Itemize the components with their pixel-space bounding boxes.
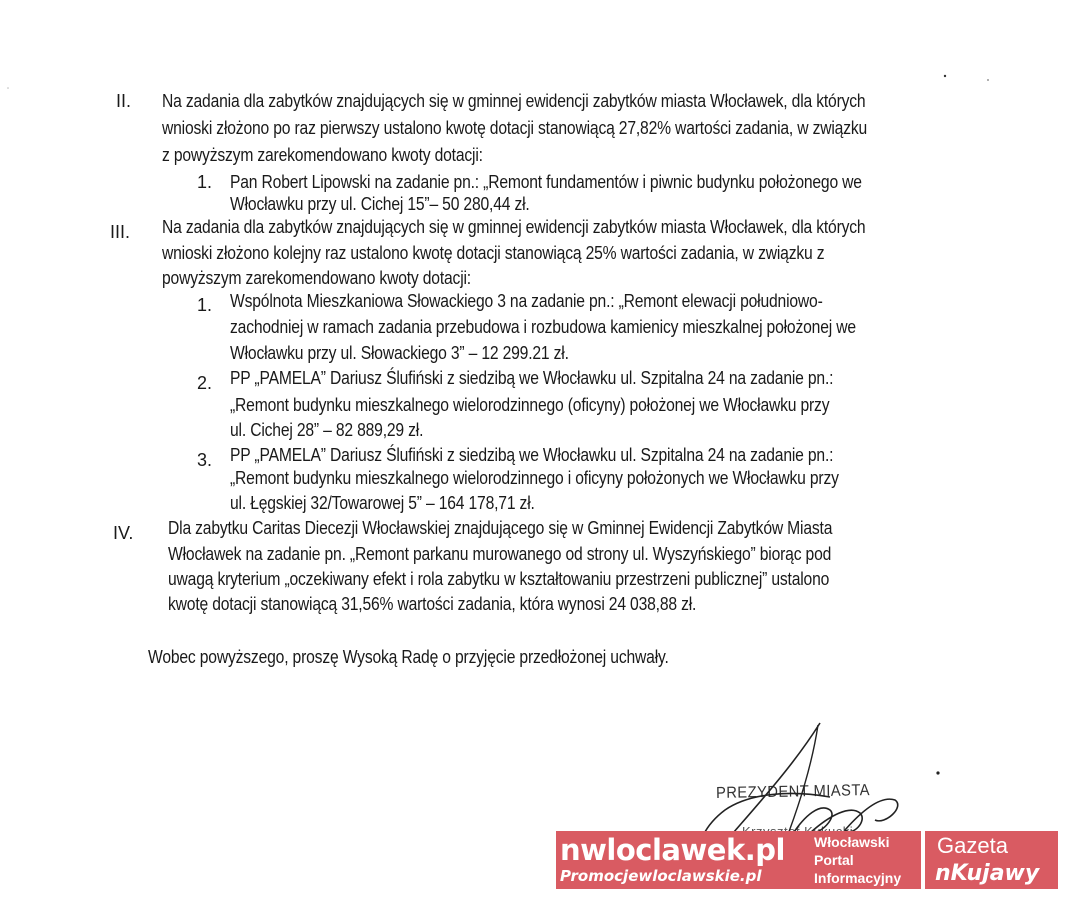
list-item-line: Włocławku przy ul. Słowackiego 3” – 12 299.21 zł. (230, 343, 569, 363)
paragraph-line: kwotę dotacji stanowiącą 31,56% wartości zadania, która wynosi 24 038,88 zł. (168, 594, 697, 614)
list-item-line: ul. Łęgskiej 32/Towarowej 5” – 164 178,71 zł. (230, 493, 535, 513)
banner-gazeta-block (925, 831, 1058, 889)
banner-portal-block (806, 831, 921, 889)
list-item-line: zachodniej w ramach zadania przebudowa i rozbudowa kamienicy mieszkalnej położonej we (230, 317, 856, 337)
watermark-banner (556, 831, 1058, 889)
banner-portal-line: Włocławski (814, 834, 890, 850)
list-number: 1. (197, 295, 213, 315)
banner-gazeta-title: Gazeta (937, 833, 1008, 858)
banner-gazeta-logo: nKujawy (935, 861, 1040, 886)
stamp-title: PREZYDENT MIASTA (715, 782, 871, 802)
list-item-line: PP „PAMELA” Dariusz Ślufiński z siedzibą we Włocławku ul. Szpitalna 24 na zadanie pn.: (230, 368, 834, 388)
list-item-line: Włocławku przy ul. Cichej 15”– 50 280,44 zł. (230, 194, 530, 214)
banner-portal-line: Portal (814, 852, 854, 868)
list-item-line: ul. Cichej 28” – 82 889,29 zł. (230, 420, 424, 440)
section-numeral: III. (110, 222, 131, 242)
banner-portal-line: Informacyjny (814, 870, 902, 886)
closing-sentence: Wobec powyższego, proszę Wysoką Radę o przyjęcie przedłożonej uchwały. (148, 647, 669, 667)
paragraph-line: uwagą kryterium „oczekiwany efekt i rola zabytku w kształtowaniu przestrzeni publicznej” ustalono (168, 569, 830, 589)
list-item-line: PP „PAMELA” Dariusz Ślufiński z siedzibą we Włocławku ul. Szpitalna 24 na zadanie pn.: (230, 445, 834, 465)
paragraph-line: wnioski złożono kolejny raz ustalono kwotę dotacji stanowiącą 25% wartości zadania, w związku z (162, 243, 825, 263)
list-item-line: „Remont budynku mieszkalnego wielorodzinnego (oficyny) położonej we Włocławku przy (230, 395, 830, 415)
paragraph-line: wnioski złożono po raz pierwszy ustalono kwotę dotacji stanowiącą 27,82% wartości zadania, w związku (162, 118, 868, 138)
list-item-line: Wspólnota Mieszkaniowa Słowackiego 3 na zadanie pn.: „Remont elewacji południowo- (230, 291, 823, 311)
paragraph-line: Dla zabytku Caritas Diecezji Włocławskiej znajdującego się w Gminnej Ewidencji Zabytków Miasta (168, 518, 833, 538)
paragraph-line: Na zadania dla zabytków znajdujących się w gminnej ewidencji zabytków miasta Włocławek, dla których (162, 91, 866, 111)
banner-portal-text (814, 833, 924, 887)
section-numeral: II. (116, 91, 132, 111)
banner-promo-text: Promocjewloclawskie.pl (560, 867, 762, 885)
list-number: 1. (197, 172, 213, 192)
banner-left-block (556, 831, 806, 889)
paragraph-line: z powyższym zarekomendowano kwoty dotacji: (162, 145, 483, 165)
list-number: 3. (197, 450, 213, 470)
section-numeral: IV. (113, 523, 134, 543)
list-item-line: „Remont budynku mieszkalnego wielorodzinnego i oficyny położonych we Włocławku przy (230, 468, 839, 488)
list-item-line: Pan Robert Lipowski na zadanie pn.: „Remont fundamentów i piwnic budynku położonego we (230, 172, 862, 192)
paragraph-line: powyższym zarekomendowano kwoty dotacji: (162, 268, 471, 288)
list-number: 2. (197, 373, 213, 393)
banner-site-logo: nwloclawek.pl (560, 833, 785, 867)
paragraph-line: Na zadania dla zabytków znajdujących się w gminnej ewidencji zabytków miasta Włocławek, dla których (162, 217, 866, 237)
paragraph-line: Włocławek na zadanie pn. „Remont parkanu murowanego od strony ul. Wyszyńskiego” biorąc pod (168, 544, 832, 564)
